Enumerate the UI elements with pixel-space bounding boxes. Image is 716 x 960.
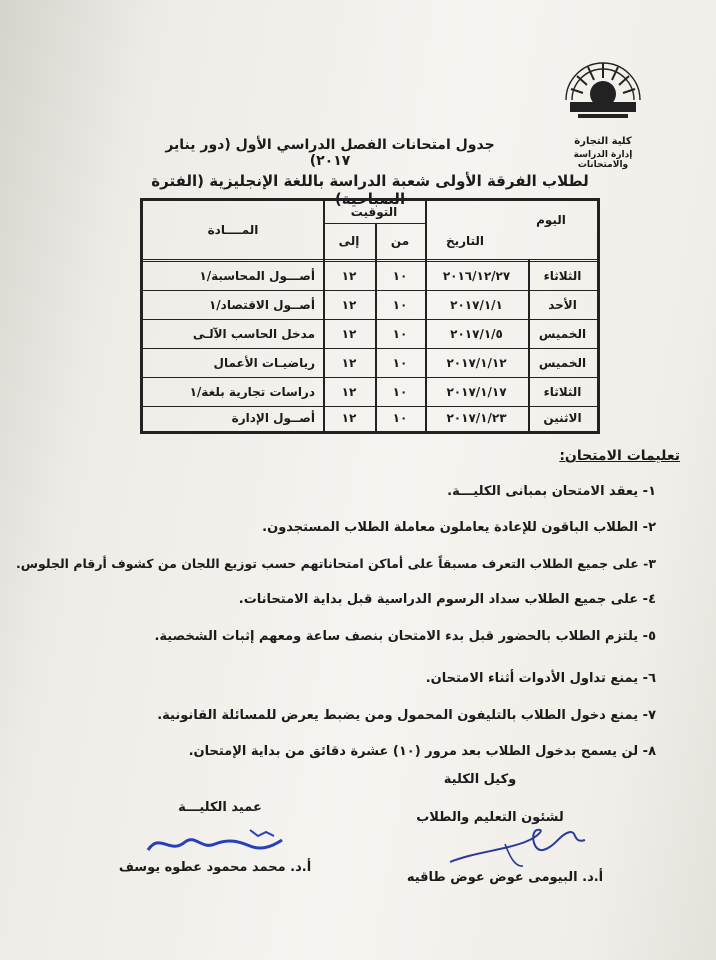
row-date: ٢٠١٧/١/٥ bbox=[450, 327, 503, 341]
table-header bbox=[143, 201, 597, 262]
header-from: من bbox=[390, 234, 410, 248]
row-date: ٢٠١٦/١٢/٢٧ bbox=[442, 269, 511, 283]
exam-schedule-table bbox=[140, 198, 600, 434]
row-from: ١٠ bbox=[392, 356, 408, 370]
row-day: الخميس bbox=[538, 327, 587, 341]
dean-name: أ.د. محمد محمود عطوه يوسف bbox=[118, 860, 312, 875]
row-subject: رياضيـات الأعمال bbox=[213, 356, 315, 370]
dean-title: عميد الكليـــة bbox=[178, 800, 262, 815]
vice-dean-signature-icon bbox=[445, 822, 595, 872]
row-subject: أصـــول المحاسبة/١ bbox=[199, 269, 315, 283]
row-day: الثلاثاء bbox=[543, 385, 582, 399]
row-date: ٢٠١٧/١/١ bbox=[450, 298, 503, 312]
row-subject: مدخل الحاسب الآلـى bbox=[192, 327, 315, 341]
table-row bbox=[143, 349, 597, 378]
row-subject: دراسات تجارية بلغة/١ bbox=[189, 385, 315, 399]
row-to: ١٢ bbox=[341, 298, 357, 312]
row-to: ١٢ bbox=[341, 356, 357, 370]
header-subject: المــــادة bbox=[207, 223, 259, 237]
vice-dean-subtitle: لشئون التعليم والطلاب bbox=[416, 810, 564, 825]
row-subject: أصــول الإدارة bbox=[231, 411, 315, 425]
vice-dean-name: أ.د. البيومى عوض عوض طاقيه bbox=[406, 870, 604, 885]
row-to: ١٢ bbox=[341, 327, 357, 341]
row-from: ١٠ bbox=[392, 385, 408, 399]
row-date: ٢٠١٧/١/٢٣ bbox=[446, 411, 507, 425]
header-day: اليوم bbox=[536, 213, 566, 227]
table-row bbox=[143, 262, 597, 291]
vice-dean-title: وكيل الكلية bbox=[443, 772, 517, 787]
header-to: إلى bbox=[338, 234, 360, 248]
schedule-title: جدول امتحانات الفصل الدراسي الأول (دور يناير ٢٠١٧) bbox=[165, 137, 495, 169]
instruction-item: ١- يعقد الامتحان بمبانى الكليـــة. bbox=[447, 484, 656, 499]
instructions-heading: تعليمات الامتحان: bbox=[559, 448, 680, 464]
row-date: ٢٠١٧/١/١٢ bbox=[446, 356, 507, 370]
instruction-item: ٧- يمنع دخول الطلاب بالتليفون المحمول ومن يضبط يعرض للمسائلة القانونية. bbox=[157, 708, 656, 723]
row-from: ١٠ bbox=[392, 411, 408, 425]
university-logo-icon bbox=[558, 48, 648, 128]
row-day: الخميس bbox=[538, 356, 587, 370]
row-date: ٢٠١٧/١/١٧ bbox=[446, 385, 507, 399]
header-timing: التوقيت bbox=[350, 205, 398, 219]
row-day: الثلاثاء bbox=[543, 269, 582, 283]
row-from: ١٠ bbox=[392, 298, 408, 312]
faculty-name: كلية التجارة bbox=[574, 136, 632, 147]
department-name: إدارة الدراسة والامتحانات bbox=[573, 150, 633, 170]
table-row bbox=[143, 291, 597, 320]
instruction-item: ٤- على جميع الطلاب سداد الرسوم الدراسية قبل بداية الامتحانات. bbox=[238, 592, 656, 607]
schedule-subtitle: لطلاب الفرقة الأولى شعبة الدراسة باللغة الإنجليزية (الفترة الصباحية) bbox=[151, 172, 589, 208]
dean-signature-icon bbox=[140, 820, 290, 865]
row-day: الاثنين bbox=[543, 411, 582, 425]
instruction-item: ٥- يلتزم الطلاب بالحضور قبل بدء الامتحان بنصف ساعة ومعهم إثبات الشخصية. bbox=[154, 629, 656, 644]
instruction-item: ٢- الطلاب الباقون للإعادة يعاملون معاملة الطلاب المستجدون. bbox=[262, 520, 656, 535]
row-from: ١٠ bbox=[392, 327, 408, 341]
row-to: ١٢ bbox=[341, 411, 357, 425]
table-row bbox=[143, 404, 597, 433]
row-to: ١٢ bbox=[341, 385, 357, 399]
table-row bbox=[143, 378, 597, 407]
table-row bbox=[143, 320, 597, 349]
row-day: الأحد bbox=[548, 298, 577, 312]
instruction-item: ٣- على جميع الطلاب التعرف مسبقاً على أماكن امتحاناتهم حسب توزيع اللجان من كشوف أرقام الجلوس. bbox=[16, 556, 656, 571]
row-from: ١٠ bbox=[392, 269, 408, 283]
row-subject: أصــول الاقتصاد/١ bbox=[208, 298, 315, 312]
instruction-item: ٦- يمنع تداول الأدوات أثناء الامتحان. bbox=[425, 671, 656, 686]
instruction-item: ٨- لن يسمح بدخول الطلاب بعد مرور (١٠) عشرة دقائق من بداية الإمتحان. bbox=[188, 744, 656, 759]
row-to: ١٢ bbox=[341, 269, 357, 283]
header-date: التاريخ bbox=[445, 234, 485, 248]
